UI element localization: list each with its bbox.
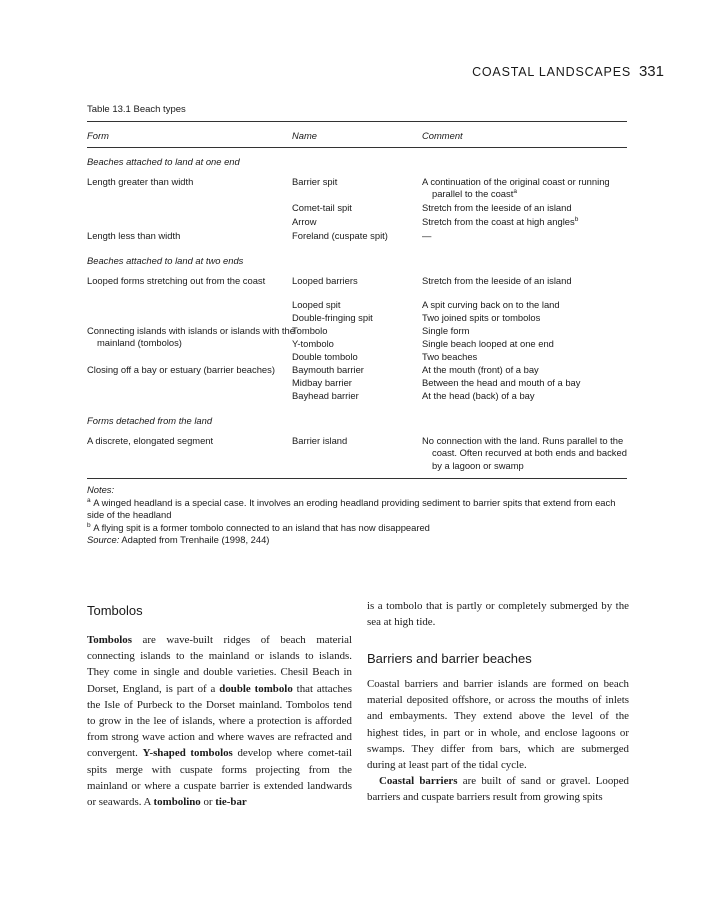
body-column-right-2 — [367, 676, 629, 806]
cell-form: Length less than width — [87, 230, 181, 241]
cell-comment: Single beach looped at one end — [422, 338, 554, 349]
cell-name: Midbay barrier — [292, 377, 352, 388]
cell-comment: Stretch from the leeside of an island — [422, 275, 572, 286]
cell-form: Connecting islands with islands or islands with the mainland (tombolos) — [87, 325, 295, 349]
cell-comment: Between the head and mouth of a bay — [422, 377, 581, 388]
source-label: Source: — [87, 534, 120, 546]
table-notes — [87, 484, 632, 547]
cell-name: Barrier spit — [292, 176, 338, 187]
cell-name: Bayhead barrier — [292, 390, 359, 401]
cell-comment: Stretch from the coast at high angles$^b$ — [422, 215, 579, 227]
table-caption: Table 13.1 Beach types — [87, 104, 186, 115]
section-heading-barriers: Barriers and barrier beaches — [367, 651, 532, 666]
cell-form: Length greater than width — [87, 176, 194, 187]
body-column-right — [367, 598, 629, 630]
footnote-mark: b — [574, 215, 579, 223]
bold-term: Tombolos — [87, 634, 132, 646]
cell-name: Baymouth barrier — [292, 364, 364, 375]
cell-name: Double tombolo — [292, 351, 358, 362]
note-b: $^b$ A flying spit is a former tombolo connected to an island that has now disappeared — [87, 521, 430, 533]
table-top-rule — [87, 121, 627, 122]
cell-name: Arrow — [292, 216, 317, 227]
col-header-name: Name — [292, 130, 318, 141]
cell-comment: At the head (back) of a bay — [422, 390, 535, 401]
cell-name: Tombolo — [292, 325, 328, 336]
cell-comment: Single form — [422, 325, 470, 336]
section-title: Beaches attached to land at one end — [87, 156, 240, 167]
cell-comment: A continuation of the original coast or running parallel to the coast$^a$ — [422, 176, 610, 200]
paragraph-barriers-2: Coastal barriers are built of sand or gravel. Looped barriers and cuspate barriers result from growing spits — [367, 775, 629, 804]
cell-name: Barrier island — [292, 435, 348, 446]
running-header — [472, 63, 664, 80]
cell-form: Looped forms stretching out from the coast — [87, 275, 266, 286]
cell-name: Foreland (cuspate spit) — [292, 230, 388, 241]
cell-comment: — — [422, 230, 432, 241]
cell-form: A discrete, elongated segment — [87, 435, 214, 446]
running-title: COASTAL LANDSCAPES — [472, 65, 631, 79]
cell-comment: At the mouth (front) of a bay — [422, 364, 539, 375]
cell-comment: A spit curving back on to the land — [422, 299, 560, 310]
cell-name: Double-fringing spit — [292, 312, 373, 323]
body-column-left — [87, 632, 352, 810]
bold-term: tie-bar — [215, 796, 247, 809]
section-title: Forms detached from the land — [87, 415, 213, 426]
cell-comment: Two beaches — [422, 351, 478, 362]
section-title: Beaches attached to land at two ends — [87, 255, 244, 266]
table-header-rule — [87, 147, 627, 148]
section-heading-tombolos: Tombolos — [87, 603, 143, 618]
paragraph-tombolos: Tombolos are wave-built ridges of beach material connecting islands to the mainland or islands to islands. They come in single and double varieties. Chesil Beach in Dorset, England, is part of a double tombolo that attaches the Isle of Purbeck to the Dorset mainland. Tombolos tend to grow in the lee of islands, where a protection is afforded from strong wave action and where waves are refracted and convergent. Y-shaped tombolos develop where comet-tail spits merge with cuspate forms projecting from the mainland or where a cuspate barrier is extended landwards or seawards. A tombolino or tie-bar — [87, 634, 352, 809]
cell-comment: Stretch from the leeside of an island — [422, 202, 572, 213]
note-a: $^a$ A winged headland is a special case. It involves an eroding headland providing sediment to barrier spits that extend from each side of the headland — [87, 496, 616, 521]
paragraph-barriers-1: Coastal barriers and barrier islands are formed on beach material deposited offshore, or across the mouths of inlets and embayments. They extend above the level of the highest tides, in part or in whole, and enclose lagoons or swamps. They differ from bars, which are submerged during at least part of the tidal cycle. — [367, 678, 629, 772]
cell-name: Comet-tail spit — [292, 202, 352, 213]
page-number: 331 — [638, 63, 664, 80]
note-b-mark: b — [87, 521, 91, 529]
cell-name: Y-tombolo — [292, 338, 334, 349]
cell-comment: Two joined spits or tombolos — [422, 312, 541, 323]
note-a-mark: a — [87, 496, 91, 504]
bold-term: tombolino — [153, 796, 201, 809]
cell-comment: No connection with the land. Runs parallel to the coast. Often recurved at both ends and backed by a lagoon or swamp — [422, 435, 627, 471]
paragraph-continuation: is a tombolo that is partly or completely submerged by the sea at high tide. — [367, 600, 629, 629]
cell-form: Closing off a bay or estuary (barrier beaches) — [87, 364, 275, 375]
col-header-comment: Comment — [422, 130, 463, 141]
source-line — [87, 534, 632, 547]
bold-term: Coastal barriers — [379, 775, 458, 788]
cell-name: Looped barriers — [292, 275, 358, 286]
table-bottom-rule — [87, 478, 627, 479]
footnote-mark: a — [513, 188, 517, 196]
bold-term: double tombolo — [219, 682, 293, 695]
col-header-form: Form — [87, 130, 109, 141]
source-text: Adapted from Trenhaile (1998, 244) — [121, 534, 270, 546]
cell-name: Looped spit — [292, 299, 341, 310]
bold-term: Y-shaped tombolos — [142, 747, 233, 760]
notes-label: Notes: — [87, 484, 115, 495]
